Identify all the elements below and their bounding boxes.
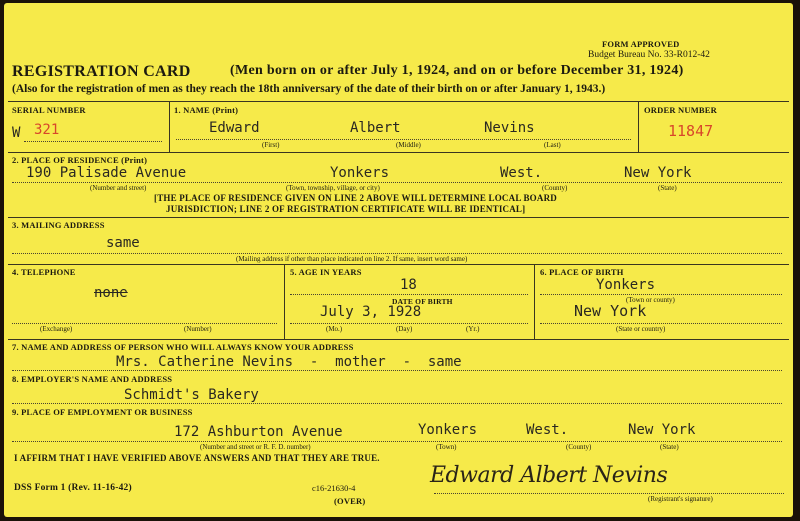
employment-street-caption: (Number and street or R. F. D. number) xyxy=(200,443,311,451)
town-caption: (Town, township, village, or city) xyxy=(286,184,380,192)
field-line xyxy=(12,323,277,324)
birth-state-caption: (State or country) xyxy=(616,325,666,333)
telephone-label: 4. TELEPHONE xyxy=(12,267,76,277)
print-code: c16-21630-4 xyxy=(312,483,356,493)
middle-caption: (Middle) xyxy=(396,141,421,149)
middle-name: Albert xyxy=(350,120,401,136)
birth-town-caption: (Town or county) xyxy=(626,296,675,304)
mailing-caption: (Mailing address if other than place indicated on line 2. If same, insert word same) xyxy=(236,255,468,263)
field-line xyxy=(12,253,782,254)
divider xyxy=(169,101,170,152)
form-id: DSS Form 1 (Rev. 11-16-42) xyxy=(14,483,132,493)
divider xyxy=(8,101,789,102)
field-line xyxy=(540,294,782,295)
budget-bureau: Budget Bureau No. 33-R012-42 xyxy=(588,50,710,60)
birthplace-state: New York xyxy=(574,302,647,320)
divider xyxy=(8,217,789,218)
employment-county-caption: (County) xyxy=(566,443,592,451)
dob-label: DATE OF BIRTH xyxy=(392,297,453,306)
birthplace-town: Yonkers xyxy=(596,277,656,293)
order-number-label: ORDER NUMBER xyxy=(644,105,717,115)
county-caption: (County) xyxy=(542,184,568,192)
divider xyxy=(638,101,639,152)
employment-state: New York xyxy=(628,422,696,438)
street-caption: (Number and street) xyxy=(90,184,147,192)
telephone-value: none xyxy=(94,285,128,301)
field-line xyxy=(540,323,782,324)
divider xyxy=(8,264,789,265)
number-caption: (Number) xyxy=(184,325,212,333)
residence-street: 190 Palisade Avenue xyxy=(26,165,187,181)
employment-county: West. xyxy=(526,422,569,438)
mo-caption: (Mo.) xyxy=(326,325,343,333)
order-number-value: 11847 xyxy=(668,122,714,140)
age-value: 18 xyxy=(400,277,417,293)
residence-notice-1: [THE PLACE OF RESIDENCE GIVEN ON LINE 2 ABOVE WILL DETERMINE LOCAL BOARD xyxy=(154,193,557,203)
name-label: 1. NAME (Print) xyxy=(174,105,239,115)
field-line xyxy=(434,493,784,494)
age-label: 5. AGE IN YEARS xyxy=(290,267,362,277)
mailing-label: 3. MAILING ADDRESS xyxy=(12,220,105,230)
serial-prefix: W xyxy=(12,125,21,141)
form-approved: FORM APPROVED xyxy=(602,39,680,49)
over-note: (OVER) xyxy=(334,496,366,506)
field-line xyxy=(12,441,782,442)
mailing-value: same xyxy=(106,235,140,251)
registration-card xyxy=(4,3,793,517)
last-caption: (Last) xyxy=(544,141,561,149)
divider xyxy=(8,152,789,153)
dob-value: July 3, 1928 xyxy=(320,304,422,320)
field-line xyxy=(290,294,528,295)
employment-street: 172 Ashburton Avenue xyxy=(174,424,343,440)
yr-caption: (Yr.) xyxy=(466,325,480,333)
residence-town: Yonkers xyxy=(330,165,390,181)
employment-label: 9. PLACE OF EMPLOYMENT OR BUSINESS xyxy=(12,407,193,417)
first-caption: (First) xyxy=(262,141,280,149)
day-caption: (Day) xyxy=(396,325,413,333)
field-line xyxy=(24,141,162,142)
serial-number-value: 321 xyxy=(34,122,60,138)
card-title-paren: (Men born on or after July 1, 1924, and on or before December 31, 1924) xyxy=(230,63,684,78)
last-name: Nevins xyxy=(484,120,535,136)
state-caption: (State) xyxy=(658,184,677,192)
employer-value: Schmidt's Bakery xyxy=(124,387,259,403)
serial-number-label: SERIAL NUMBER xyxy=(12,105,86,115)
exchange-caption: (Exchange) xyxy=(40,325,73,333)
residence-county: West. xyxy=(500,165,543,181)
employment-state-caption: (State) xyxy=(660,443,679,451)
residence-label: 2. PLACE OF RESIDENCE (Print) xyxy=(12,155,148,165)
contact-value: Mrs. Catherine Nevins - mother - same xyxy=(116,354,462,370)
field-line xyxy=(290,323,528,324)
employer-label: 8. EMPLOYER'S NAME AND ADDRESS xyxy=(12,374,173,384)
registrant-signature: Edward Albert Nevins xyxy=(430,463,668,488)
divider xyxy=(284,264,285,339)
field-line xyxy=(12,182,782,183)
divider xyxy=(534,264,535,339)
employment-town: Yonkers xyxy=(418,422,478,438)
first-name: Edward xyxy=(209,120,260,136)
residence-notice-2: JURISDICTION; LINE 2 OF REGISTRATION CERTIFICATE WILL BE IDENTICAL] xyxy=(166,204,526,214)
birthplace-label: 6. PLACE OF BIRTH xyxy=(540,267,624,277)
field-line xyxy=(12,370,782,371)
divider xyxy=(8,339,789,340)
employment-town-caption: (Town) xyxy=(436,443,457,451)
field-line xyxy=(176,139,631,140)
card-title: REGISTRATION CARD xyxy=(12,63,191,80)
residence-state: New York xyxy=(624,165,692,181)
affirmation-text: I AFFIRM THAT I HAVE VERIFIED ABOVE ANSWERS AND THAT THEY ARE TRUE. xyxy=(14,453,380,463)
card-subtitle: (Also for the registration of men as they reach the 18th anniversary of the date of their birth on or after January 1, 1943.) xyxy=(12,83,606,95)
contact-label: 7. NAME AND ADDRESS OF PERSON WHO WILL ALWAYS KNOW YOUR ADDRESS xyxy=(12,342,354,352)
field-line xyxy=(12,403,782,404)
signature-caption: (Registrant's signature) xyxy=(648,495,713,503)
